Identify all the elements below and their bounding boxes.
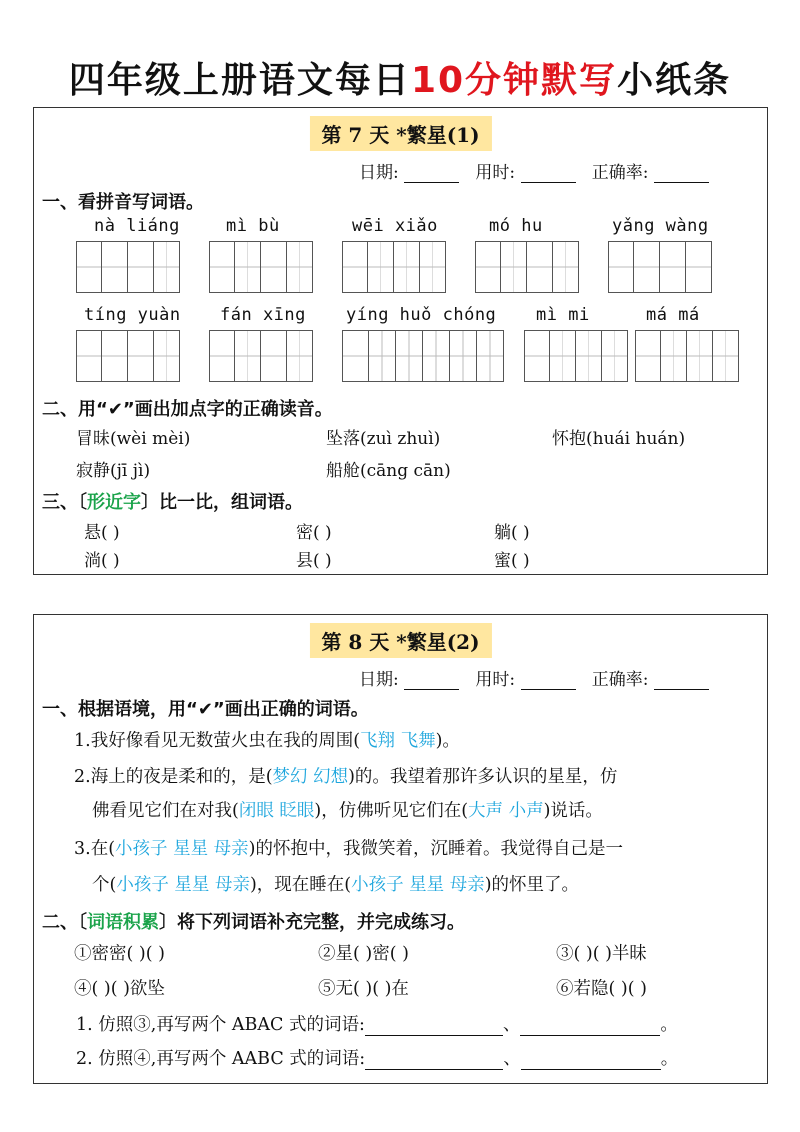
text: 。 [660,1015,678,1035]
writing-grid[interactable] [635,330,739,382]
accuracy-label: 正确率: [591,670,649,690]
word-fill[interactable]: ④( )( )欲坠 [74,979,165,999]
title-text: 四年级上册语文每日 [68,60,411,101]
day8-meta [359,665,709,690]
text: 1. 仿照③,再写两个 ABAC 式的词语: [76,1015,365,1035]
text: )，现在睡在( [249,875,352,895]
text: )，仿佛听见它们在( [314,801,469,821]
writing-grid[interactable] [524,330,628,382]
reading-choice[interactable]: 冒昧(wèi mèi) [76,429,191,449]
page-title [0,52,800,103]
pinyin: yíng huǒ chóng [346,305,497,325]
writing-grid[interactable] [342,330,504,382]
pinyin: má má [646,305,700,325]
accuracy-blank[interactable] [654,672,709,690]
text: 3.在( [74,839,116,859]
day8-title: 第 8 天 *繁星(2) [309,623,491,658]
word-choice[interactable]: 梦幻 幻想 [272,767,349,787]
reading-choice[interactable]: 怀抱(huái huán) [552,429,686,449]
char-compare[interactable]: 淌( ) [84,551,120,571]
word-fill[interactable]: ③( )( )半昧 [556,944,647,964]
answer-blank[interactable] [365,1018,503,1036]
heading-suffix: 〕将下列词语补充完整，并完成练习。 [159,912,465,933]
accuracy-blank[interactable] [654,165,709,183]
pinyin: fán xīng [220,305,306,325]
date-blank[interactable] [404,672,459,690]
char-compare[interactable]: 悬( ) [84,523,120,543]
char-compare[interactable]: 蜜( ) [494,551,530,571]
word-fill[interactable]: ②星( )密( ) [318,944,409,964]
word-choice[interactable]: 小孩子 星星 母亲 [116,875,250,895]
writing-grid[interactable] [608,241,712,293]
text: )说话。 [543,801,603,821]
exercise-1 [76,1011,678,1036]
exercise-2 [76,1045,678,1070]
word-choice[interactable]: 飞翔 飞舞 [360,731,436,751]
heading-tag: 形近字 [87,492,141,513]
day7-section3-heading [42,488,303,514]
day7-section1-heading: 一、看拼音写词语。 [42,192,204,213]
answer-blank[interactable] [521,1052,661,1070]
pinyin: tíng yuàn [84,305,181,325]
time-label: 用时: [475,163,516,183]
day8-card [33,614,768,1084]
word-choice[interactable]: 小孩子 星星 母亲 [351,875,485,895]
word-fill[interactable]: ⑤无( )( )在 [318,979,409,999]
word-choice[interactable]: 大声 小声 [468,801,544,821]
reading-choice[interactable]: 船舱(cāng cān) [326,461,451,481]
sentence-2 [74,763,617,788]
time-blank[interactable] [521,165,576,183]
text: 、 [502,1015,521,1035]
writing-grid[interactable] [209,330,313,382]
text: )。 [435,731,460,751]
pinyin: nà liáng [94,216,180,236]
day7-title: 第 7 天 *繁星(1) [309,116,491,151]
sentence-3-cont [92,871,579,896]
text: 2.海上的夜是柔和的，是( [74,767,273,787]
word-choice[interactable]: 小孩子 星星 母亲 [115,839,249,859]
pinyin: mó hu [489,216,543,236]
text: )的怀里了。 [484,875,580,895]
date-label: 日期: [359,670,399,690]
heading-prefix: 二、〔 [42,912,87,933]
pinyin: wēi xiǎo [352,216,438,236]
day7-meta [359,158,709,183]
day8-section2-heading [42,908,465,934]
writing-grid[interactable] [76,330,180,382]
char-compare[interactable]: 躺( ) [494,523,530,543]
char-compare[interactable]: 县( ) [296,551,332,571]
text: )的怀抱中，我微笑着，沉睡着。我觉得自己是一 [248,839,623,859]
writing-grid[interactable] [76,241,180,293]
text: 。 [660,1049,679,1069]
pinyin: mì mi [536,305,590,325]
title-number: 10 [410,60,466,101]
time-label: 用时: [475,670,516,690]
pinyin: mì bù [226,216,280,236]
text: 、 [503,1049,521,1069]
day7-card [33,107,768,575]
writing-grid[interactable] [209,241,313,293]
answer-blank[interactable] [365,1052,503,1070]
writing-grid[interactable] [475,241,579,293]
sentence-2-cont [92,797,603,822]
accuracy-label: 正确率: [591,163,649,183]
text: 个( [92,875,117,895]
sentence-3 [74,835,623,860]
day7-section2-heading: 二、用“✔”画出加点字的正确读音。 [42,399,333,420]
text: 2. 仿照④,再写两个 AABC 式的词语: [76,1049,366,1069]
heading-tag: 词语积累 [87,912,159,933]
title-highlight: 分钟默写 [465,60,618,101]
writing-grid[interactable] [342,241,446,293]
word-fill[interactable]: ⑥若隐( )( ) [556,979,647,999]
text: 佛看见它们在对我( [92,801,239,821]
pinyin: yǎng wàng [612,216,709,236]
sentence-1 [74,727,460,752]
date-blank[interactable] [404,165,459,183]
reading-choice[interactable]: 坠落(zuì zhuì) [326,429,441,449]
date-label: 日期: [359,163,399,183]
answer-blank[interactable] [520,1018,660,1036]
word-choice[interactable]: 闭眼 眨眼 [238,801,315,821]
heading-suffix: 〕比一比，组词语。 [141,492,303,513]
heading-prefix: 三、〔 [42,492,87,513]
text: 1.我好像看见无数萤火虫在我的周围( [74,731,361,751]
text: )的。我望着那许多认识的星星，仿 [348,767,618,787]
char-compare[interactable]: 密( ) [296,523,332,543]
title-suffix: 小纸条 [617,60,732,101]
day8-section1-heading: 一、根据语境，用“✔”画出正确的词语。 [42,699,369,720]
time-blank[interactable] [521,672,576,690]
word-fill[interactable]: ①密密( )( ) [74,944,165,964]
reading-choice[interactable]: 寂静(jī jì) [76,461,151,481]
